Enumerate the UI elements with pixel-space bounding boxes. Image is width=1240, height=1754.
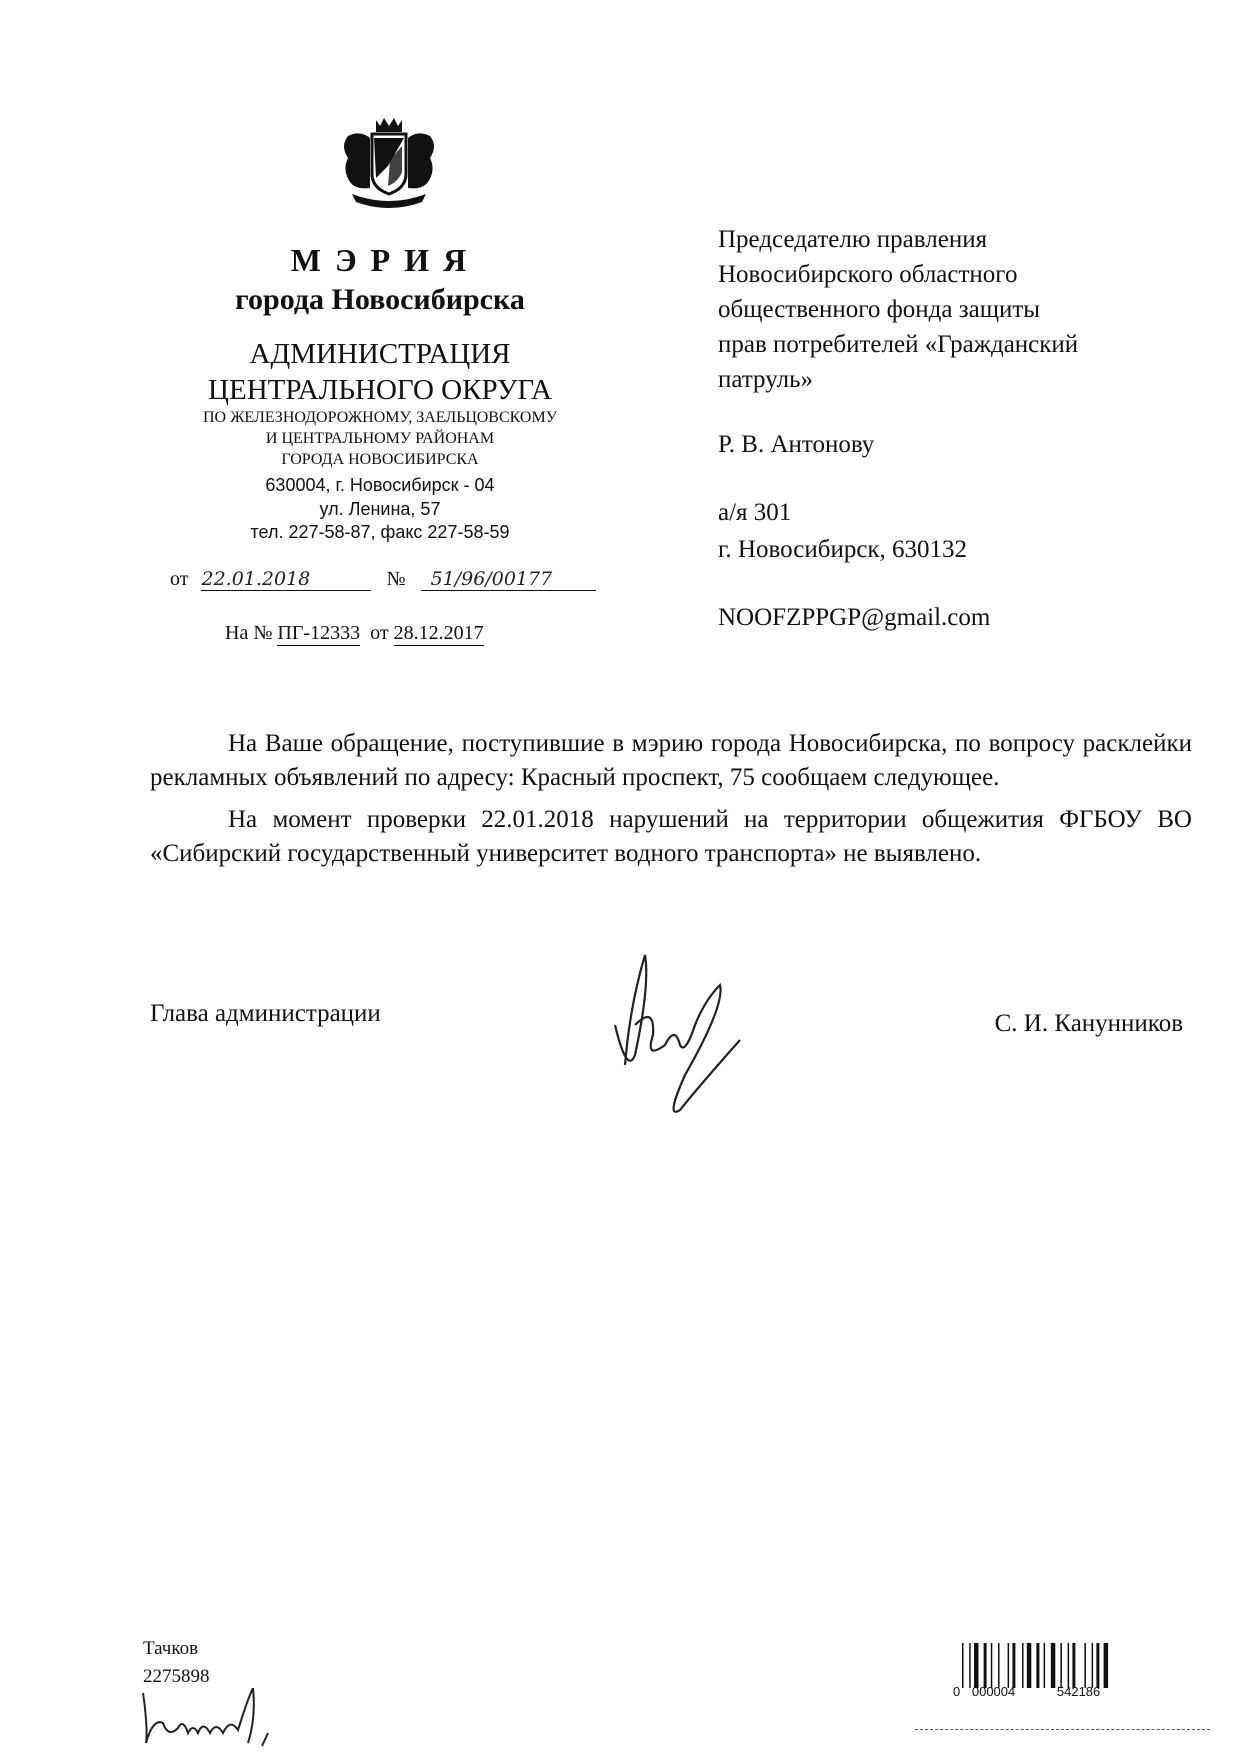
reply-prefix: На № bbox=[225, 622, 273, 644]
reply-reference bbox=[225, 622, 484, 646]
org-title: М Э Р И Я bbox=[290, 242, 470, 278]
barcode-bar bbox=[1096, 1643, 1099, 1688]
barcode-bar bbox=[1084, 1643, 1086, 1688]
barcode-bar bbox=[1027, 1643, 1032, 1688]
district-line-2: И ЦЕНТРАЛЬНОМУ РАЙОНАМ bbox=[265, 430, 495, 447]
recipient-line-5: патруль» bbox=[718, 366, 814, 393]
barcode-bar bbox=[1044, 1643, 1046, 1688]
signatory-position: Глава администрации bbox=[150, 1000, 381, 1027]
barcode-bar bbox=[974, 1643, 979, 1688]
barcode-numbers bbox=[953, 1684, 1100, 1699]
signatory-name: С. И. Канунников bbox=[994, 1010, 1183, 1037]
phone-line: тел. 227-58-87, факс 227-58-59 bbox=[250, 522, 510, 542]
district-line-1: ПО ЖЕЛЕЗНОДОРОЖНОМУ, ЗАЕЛЬЦОВСКОМУ bbox=[202, 409, 558, 426]
outgoing-reference bbox=[170, 568, 596, 591]
barcode-bar bbox=[962, 1643, 964, 1688]
barcode-bar bbox=[1072, 1643, 1075, 1688]
barcode-bar bbox=[1051, 1643, 1056, 1688]
executor-signature bbox=[138, 1688, 308, 1748]
barcode bbox=[960, 1643, 1155, 1688]
body-paragraph-1: На Ваше обращение, поступившие в мэрию города Новосибирска, по вопросу расклейки рекламных объявлений по адресу: Красный проспект, 75 сообщаем следующее. bbox=[150, 730, 1192, 791]
recipient-line-2: Новосибирского областного bbox=[718, 261, 1018, 288]
recipient-email: NOOFZPPGP@gmail.com bbox=[718, 604, 991, 631]
barcode-bar bbox=[1060, 1643, 1062, 1688]
barcode-bar bbox=[1008, 1643, 1010, 1688]
coat-of-arms-emblem bbox=[338, 116, 440, 210]
address-line-2: ул. Ленина, 57 bbox=[319, 499, 441, 519]
barcode-bar bbox=[1092, 1643, 1094, 1688]
barcode-bar bbox=[1068, 1643, 1070, 1688]
body-paragraph-2: На момент проверки 22.01.2018 нарушений на территории общежития ФГБОУ ВО «Сибирский государственный университет водного транспорта» не выявлено. bbox=[150, 806, 1192, 867]
recipient-city: г. Новосибирск, 630132 bbox=[718, 536, 968, 563]
letter-body bbox=[150, 727, 1192, 871]
date-label: от bbox=[170, 568, 189, 590]
date-value: 22.01.2018 bbox=[201, 568, 371, 591]
recipient-block bbox=[718, 222, 1078, 397]
org-subtitle: города Новосибирска bbox=[235, 283, 525, 316]
recipient-line-4: прав потребителей «Гражданский bbox=[718, 331, 1079, 358]
admin-line-1: АДМИНИСТРАЦИЯ bbox=[249, 338, 511, 370]
number-value: 51/96/00177 bbox=[421, 568, 596, 591]
barcode-group-1: 000004 bbox=[971, 1684, 1016, 1699]
recipient-po-box: а/я 301 bbox=[718, 499, 792, 526]
barcode-bar bbox=[1036, 1643, 1039, 1688]
number-label: № bbox=[386, 568, 406, 590]
barcode-bar bbox=[969, 1643, 971, 1688]
barcode-bar bbox=[1022, 1643, 1024, 1688]
executor-phone: 2275898 bbox=[143, 1666, 210, 1687]
recipient-line-3: общественного фонда защиты bbox=[718, 296, 1041, 323]
admin-line-2: ЦЕНТРАЛЬНОГО ОКРУГА bbox=[208, 374, 552, 406]
recipient-line-1: Председателю правления bbox=[718, 226, 988, 253]
barcode-bar bbox=[984, 1643, 987, 1688]
district-line-3: ГОРОДА НОВОСИБИРСКА bbox=[281, 451, 479, 468]
barcode-group-2: 542186 bbox=[1056, 1684, 1101, 1699]
address-line-1: 630004, г. Новосибирск - 04 bbox=[265, 475, 495, 495]
barcode-bar bbox=[1012, 1643, 1015, 1688]
barcode-bar bbox=[991, 1643, 993, 1688]
footer-rule bbox=[915, 1729, 1210, 1730]
barcode-bar bbox=[998, 1643, 1000, 1688]
barcode-prefix: 0 bbox=[953, 1684, 961, 1699]
recipient-name: Р. В. Антонову bbox=[718, 431, 875, 458]
reply-date: 28.12.2017 bbox=[393, 622, 484, 644]
handwritten-signature bbox=[605, 945, 750, 1125]
barcode-bar bbox=[1104, 1643, 1109, 1688]
reply-date-label: от bbox=[370, 622, 389, 644]
executor-name: Тачков bbox=[143, 1638, 199, 1659]
reply-number: ПГ-12333 bbox=[277, 622, 361, 644]
